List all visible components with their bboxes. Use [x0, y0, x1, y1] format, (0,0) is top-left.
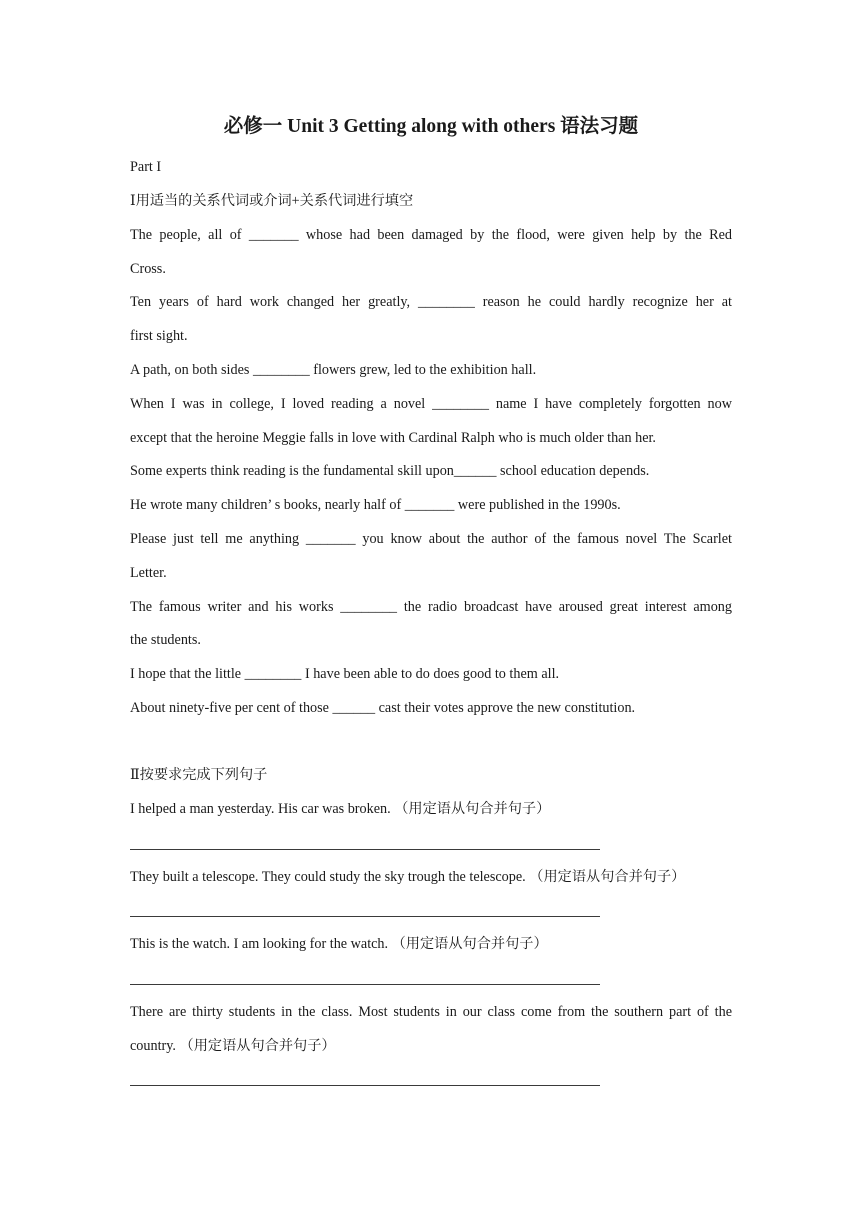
answer-line-1[interactable] [130, 849, 600, 850]
sentence-task-1: I helped a man yesterday. His car was broken. （用定语从句合并句子） [130, 801, 551, 817]
sentence-task-3: This is the watch. I am looking for the watch. （用定语从句合并句子） [130, 936, 548, 952]
exercise-3-line: A path, on both sides ________ flowers grew, led to the exhibition hall. [130, 362, 537, 378]
sentence-task-4-line-1: There are thirty students in the class. Most students in our class come from the southern part of the [130, 1004, 732, 1020]
exercise-7-line-1: Please just tell me anything _______ you know about the author of the famous novel The Scarlet [130, 531, 732, 547]
sentence-task-4-line-2: country. （用定语从句合并句子） [130, 1038, 336, 1054]
exercise-8-line-1: The famous writer and his works ________ the radio broadcast have aroused great interest among [130, 599, 732, 615]
part-label: Part I [130, 159, 162, 175]
exercise-9-line: I hope that the little ________ I have been able to do does good to them all. [130, 666, 560, 682]
section1-heading: Ⅰ用适当的关系代词或介词+关系代词进行填空 [130, 193, 414, 209]
answer-line-4[interactable] [130, 1085, 600, 1086]
exercise-2-line-2: first sight. [130, 328, 188, 344]
sentence-task-2: They built a telescope. They could study the sky trough the telescope. （用定语从句合并句子） [130, 869, 686, 885]
exercise-4-line-1: When I was in college, I loved reading a novel ________ name I have completely forgotten now [130, 396, 732, 412]
answer-line-3[interactable] [130, 984, 600, 985]
exercise-10-line: About ninety-five per cent of those ______ cast their votes approve the new constitution. [130, 700, 636, 716]
exercise-4-line-2: except that the heroine Meggie falls in love with Cardinal Ralph who is much older than her. [130, 430, 656, 446]
exercise-5-line: Some experts think reading is the fundamental skill upon______ school education depends. [130, 463, 650, 479]
exercise-1-line-1: The people, all of _______ whose had been damaged by the flood, were given help by the Red [130, 227, 732, 243]
section2-heading: Ⅱ按要求完成下列句子 [130, 767, 268, 783]
exercise-6-line: He wrote many children’ s books, nearly half of _______ were published in the 1990s. [130, 497, 621, 513]
exercise-8-line-2: the students. [130, 632, 201, 648]
worksheet-title: 必修一 Unit 3 Getting along with others 语法习题 [223, 116, 639, 137]
exercise-7-line-2: Letter. [130, 565, 167, 581]
exercise-1-line-2: Cross. [130, 261, 166, 277]
answer-line-2[interactable] [130, 916, 600, 917]
exercise-2-line-1: Ten years of hard work changed her greatly, ________ reason he could hardly recognize her at [130, 294, 732, 310]
